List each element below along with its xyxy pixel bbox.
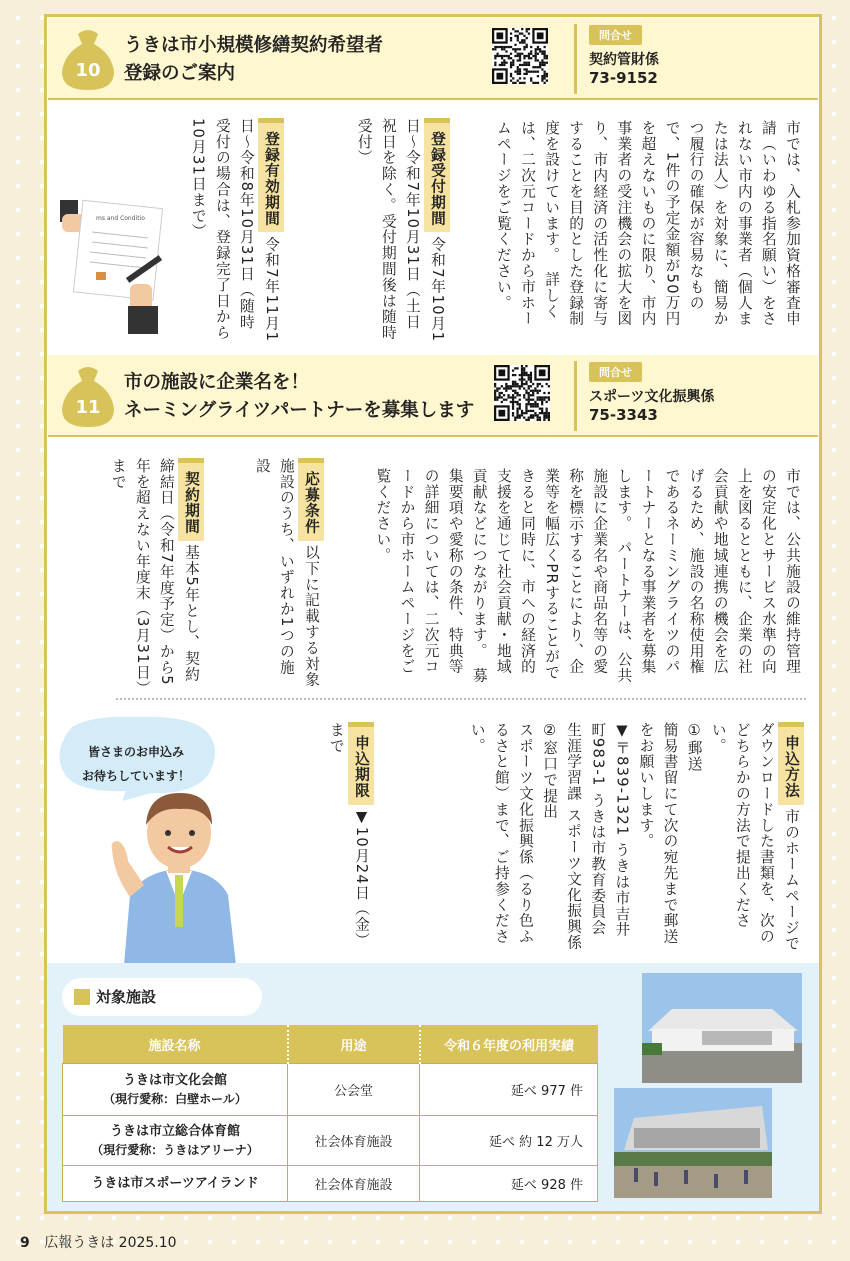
section-10-header (48, 18, 818, 100)
publication-date: 2025.10 (118, 1235, 177, 1251)
contact-tel: 75-3343 (589, 406, 658, 424)
section-11-header (48, 355, 818, 437)
cultural-hall-photo (642, 973, 802, 1083)
facilities-label: 対象施設 (96, 988, 157, 1006)
gymnasium-photo (614, 1088, 772, 1198)
facility-usage: 延べ 977 件 (420, 1064, 598, 1116)
section-11-title: 市の施設に企業名を！ ネーミングライツパートナーを募集します (124, 372, 475, 421)
heading-deadline: 申込期限 (348, 722, 374, 805)
svg-text:10: 10 (75, 60, 101, 81)
facility-name: うきは市文化会館 (122, 1072, 227, 1088)
businessman-illustration (104, 785, 254, 965)
table-row (63, 1064, 598, 1116)
table-row (63, 1116, 598, 1166)
facilities-label-box (62, 978, 262, 1016)
svg-text:ms and Conditio: ms and Conditio (96, 215, 145, 222)
page-number: 9 (20, 1235, 30, 1251)
facility-use: 社会体育施設 (288, 1116, 420, 1166)
qr-code-icon[interactable] (494, 365, 550, 421)
s10-valid: 登録有効期間令和7年11月1日～令和8年10月31日（随時受付の場合は、登録完了日から10月31日まで） (186, 118, 284, 344)
contract-illustration (56, 196, 164, 334)
heading-method: 申込方法 (778, 722, 804, 805)
section-10-title: うきは市小規模修繕契約希望者 登録のご案内 (124, 35, 384, 84)
col-header: 令和６年度の利用実績 (420, 1025, 598, 1064)
facility-nickname: （現行愛称：白壁ホール） (103, 1091, 247, 1106)
svg-text:11: 11 (75, 397, 101, 418)
facility-usage: 延べ 928 件 (420, 1166, 598, 1202)
facilities-table (62, 1025, 598, 1202)
heading-period: 登録受付期間 (424, 118, 450, 232)
facility-nickname: （現行愛称：うきはアリーナ） (91, 1142, 259, 1157)
facility-use: 公会堂 (288, 1064, 420, 1116)
s11-intro: 市では、公共施設の維持管理の安定化とサービス水準の向上を図るとともに、企業の社会貢献や地域連携の機会を広げるため、施設の名称使用権であるネーミングライツのパートナーとなる事業者を募集します。 パートナーは、公共施設に企業名や商品名等の愛称を標示することにより、企業等を幅広くPRすることができると同時に、市への経済的支援を通じて社会貢献・地域貢献などにつながります。 募集要項や愛称の条件、特典等の詳細については、二次元コードから市ホームページをご覧ください。 (374, 468, 801, 684)
number-bag-icon (56, 24, 120, 94)
heading-valid: 登録有効期間 (258, 118, 284, 232)
facility-usage: 延べ 約 12 万人 (420, 1116, 598, 1166)
s11-term: 契約期間基本5年とし、契約締結日（令和7年度予定）から5年を超えない年度末（3月31日）まで (106, 458, 204, 690)
heading-cond: 応募条件 (298, 458, 324, 541)
qr-code-icon[interactable] (492, 28, 548, 84)
facility-name: うきは市立総合体育館 (109, 1123, 240, 1139)
s10-body: 市では、入札参加資格審査申請（いわゆる指名願い）をされない市内の事業者（個人または法人）を対象に、簡易かつ履行の確保が容易なもので、1件の予定金額が50万円を超えないものに限り、市内事業者の受注機会の拡大を図り、市内経済の活性化に寄与することを目的とした登録制度を設けています。 詳しくは、二次元コードから市ホームページをご覧ください。 (494, 120, 801, 327)
section-10-contact (574, 24, 659, 94)
heading-term: 契約期間 (178, 458, 204, 541)
contact-dept: スポーツ文化振興係 (589, 389, 715, 405)
section-11-contact (574, 361, 714, 431)
number-bag-icon (56, 361, 120, 431)
contact-dept: 契約管財係 (589, 52, 659, 68)
facility-use: 社会体育施設 (288, 1166, 420, 1202)
table-row (63, 1166, 598, 1202)
s10-period: 登録受付期間令和7年10月1日～令和7年10月31日（土日祝日を除く。受付期間後は随時受付） (352, 118, 450, 344)
col-header: 用途 (288, 1025, 420, 1064)
s11-deadline: 申込期限▼10月24日（金）まで (324, 722, 374, 952)
col-header: 施設名称 (63, 1025, 288, 1064)
contact-tag: 問合せ (589, 362, 642, 382)
s11-cond: 応募条件以下に記載する対象施設のうち、いずれか1つの施設 (250, 458, 324, 690)
dotted-separator (116, 698, 806, 700)
contact-tag: 問合せ (589, 25, 642, 45)
facility-name: うきは市スポーツアイランド (91, 1176, 259, 1191)
page-footer (20, 1232, 177, 1252)
publication-name: 広報うきは (44, 1235, 115, 1251)
bubble-text: 皆さまのお申込み お待ちしています！ (81, 745, 190, 783)
contact-tel: 73-9152 (589, 69, 658, 87)
s11-method: 申込方法市のホームページでダウンロードした書類を、次のどちらかの方法で提出ください。 ①郵送 簡易書留にて次の宛先まで郵送をお願いします。 ▼〒839-1321 うきは市吉井町983-1 うきは市教育委員会 生涯学習課 スポーツ文化振興係 ②窓口で提出 スポーツ文化振興係（るり色ふるさと館）まで、ご持参ください。 (465, 722, 804, 952)
label-square-icon (74, 989, 90, 1005)
